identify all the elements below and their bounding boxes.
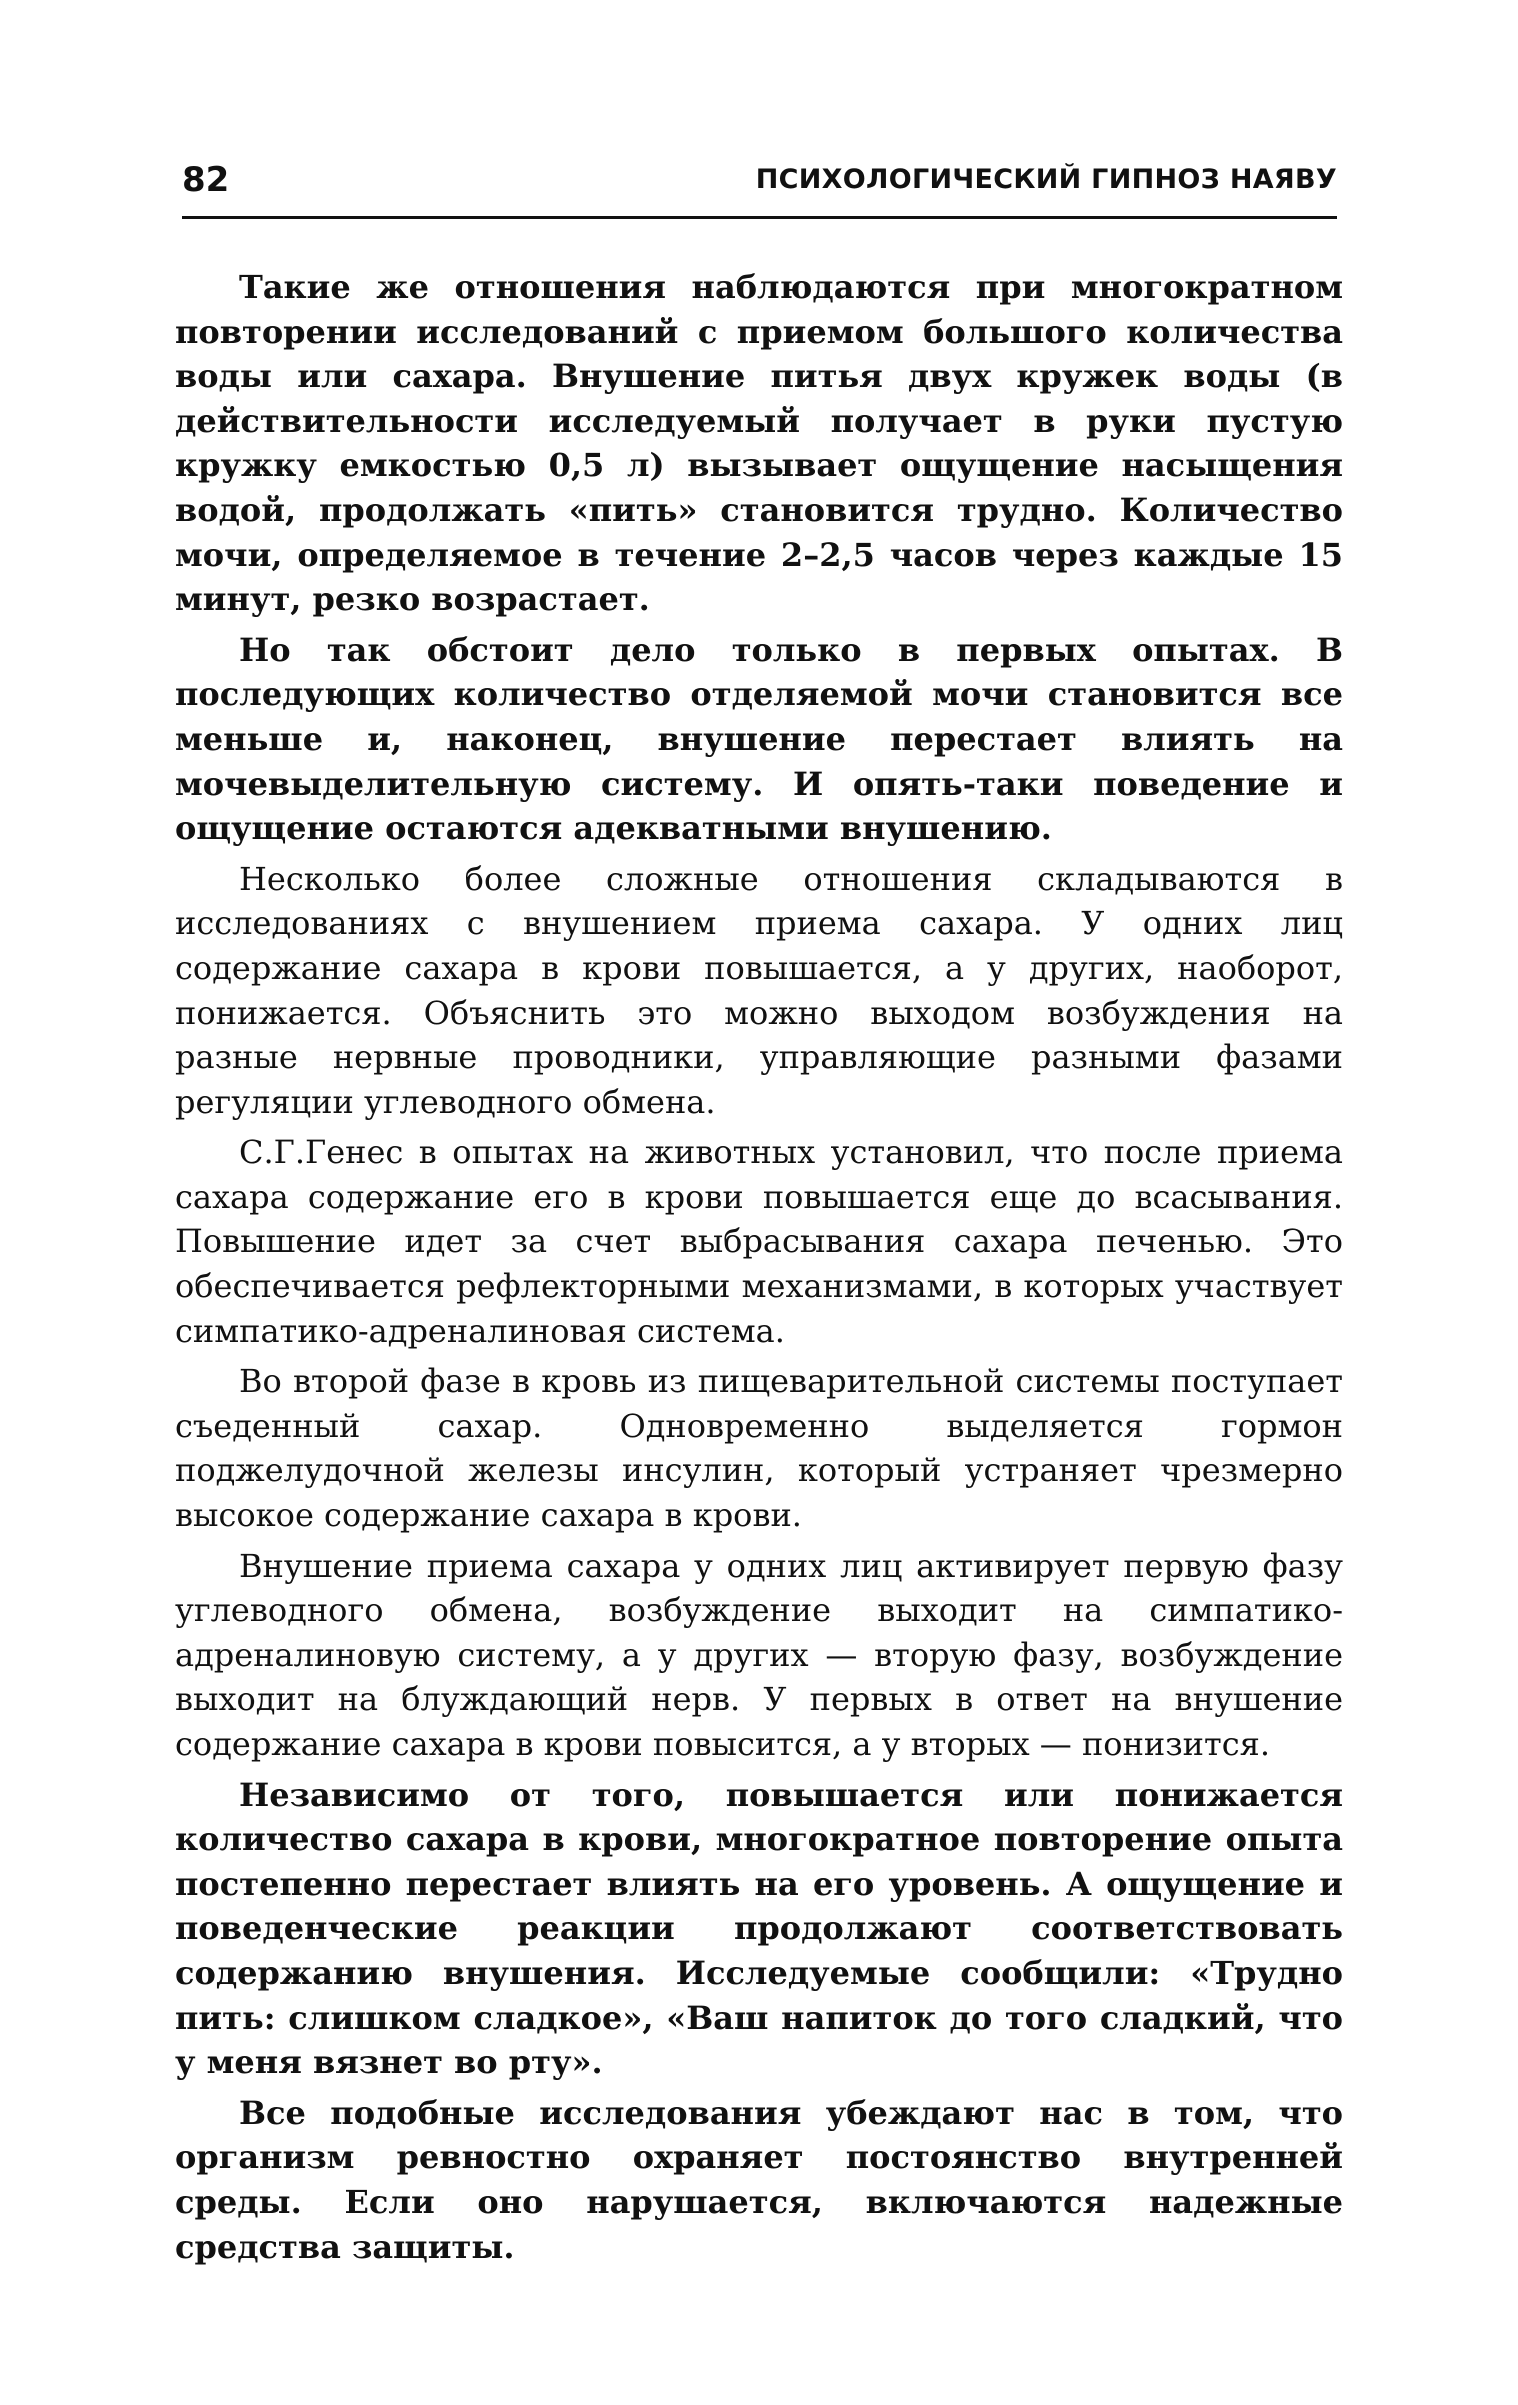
paragraph-3: Несколько более сложные отношения складываются в исследованиях с внушением приема сахара. У одних лиц содержание сахара в крови повышается, а у других, наоборот, понижается. Объяснить это можно выходом возбуждения на разные нервные проводники, управляющие разными фазами регуляции углеводного обмена.	[175, 859, 1343, 1121]
header-rule	[182, 216, 1337, 219]
page-number: 82	[182, 160, 230, 200]
paragraph-4: С.Г.Генес в опытах на животных установил, что после приема сахара содержание его в крови повышается еще до всасывания. Повышение идет за счет выбрасывания сахара печенью. Это обеспечивается рефлекторными механизмами, в которых участвует симпатико-адреналиновая система.	[175, 1133, 1343, 1350]
paragraph-1: Такие же отношения наблюдаются при многократном повторении исследований с приемом большого количества воды или сахара. Внушение питья двух кружек воды (в действительности исследуемый получает в руки пустую кружку емкостью 0,5 л) вызывает ощущение насыщения водой, продолжать «пить» становится трудно. Количество мочи, определяемое в течение 2–2,5 часов через каждые 15 минут, резко возрастает.	[175, 268, 1343, 619]
paragraph-5: Во второй фазе в кровь из пищеварительной системы поступает съеденный сахар. Одновременно выделяется гормон поджелудочной железы инсулин, который устраняет чрезмерно высокое содержание сахара в крови.	[175, 1362, 1343, 1535]
running-title: ПСИХОЛОГИЧЕСКИЙ ГИПНОЗ НАЯВУ	[755, 164, 1337, 195]
paragraph-7: Независимо от того, повышается или понижается количество сахара в крови, многократное повторение опыта постепенно перестает влиять на его уровень. А ощущение и поведенческие реакции продолжают соответствовать содержанию внушения. Исследуемые сообщили: «Трудно пить: слишком сладкое», «Ваш напиток до того сладкий, что у меня вязнет во рту».	[175, 1775, 1343, 2082]
paragraph-6: Внушение приема сахара у одних лиц активирует первую фазу углеводного обмена, возбуждение выходит на симпатико-адреналиновую систему, а у других — вторую фазу, возбуждение выходит на блуждающий нерв. У первых в ответ на внушение содержание сахара в крови повысится, а у вторых — понизится.	[175, 1546, 1343, 1763]
paragraph-8: Все подобные исследования убеждают нас в том, что организм ревностно охраняет постоянство внутренней среды. Если оно нарушается, включаются надежные средства защиты.	[175, 2093, 1343, 2266]
body-text	[175, 265, 1343, 2275]
paragraph-2: Но так обстоит дело только в первых опытах. В последующих количество отделяемой мочи становится все меньше и, наконец, внушение перестает влиять на мочевыделительную систему. И опять-таки поведение и ощущение остаются адекватными внушению.	[175, 630, 1343, 848]
page-header	[182, 158, 1337, 218]
